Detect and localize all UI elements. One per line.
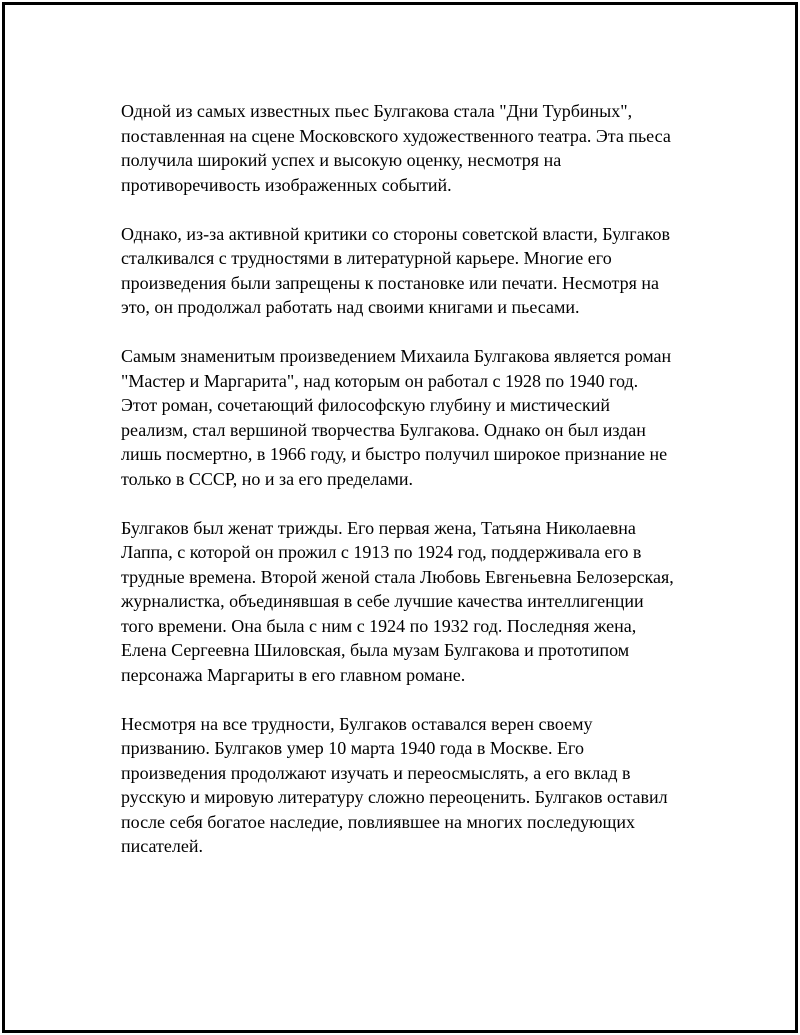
paragraph-master-margarita: Самым знаменитым произведением Михаила Булгакова является роман "Мастер и Маргарита", над которым он работал с 1928 по 1940 год. Этот роман, сочетающий философскую глубину и мистический реализм, стал вершиной творчества Булгакова. Однако он был издан лишь посмертно, в 1966 году, и быстро получил широкое признание не только в СССР, но и за его пределами. — [121, 346, 672, 489]
paragraph-marriages: Булгаков был женат трижды. Его первая жена, Татьяна Николаевна Лаппа, с которой он прожил с 1913 по 1924 год, поддерживала его в трудные времена. Второй женой стала Любовь Евгеньевна Белозерская, журналистка, объединявшая в себе лучшие качества интеллигенции того времени. Она была с ним с 1924 по 1932 год. Последняя жена, Елена Сергеевна Шиловская, была музам Булгакова и прототипом персонажа Маргариты в его главном романе. — [121, 517, 674, 685]
document-page — [2, 2, 798, 1033]
paragraph-criticism: Однако, из-за активной критики со стороны советской власти, Булгаков сталкивался с трудностями в литературной карьере. Многие его произведения были запрещены к постановке или печати. Несмотря на это, он продолжал работать над своими книгами и пьесами. — [121, 223, 670, 317]
paragraph-legacy: Несмотря на все трудности, Булгаков оставался верен своему призванию. Булгаков умер 10 марта 1940 года в Москве. Его произведения продолжают изучать и переосмыслять, а его вклад в русскую и мировую литературу сложно переоценить. Булгаков оставил после себя богатое наследие, повлиявшее на многих последующих писателей. — [121, 713, 668, 856]
document-body — [121, 99, 701, 859]
paragraph-turbins: Одной из самых известных пьес Булгакова стала "Дни Турбиных", поставленная на сцене Московского художественного театра. Эта пьеса получила широкий успех и высокую оценку, несмотря на противоречивость изображенных событий. — [121, 101, 671, 195]
